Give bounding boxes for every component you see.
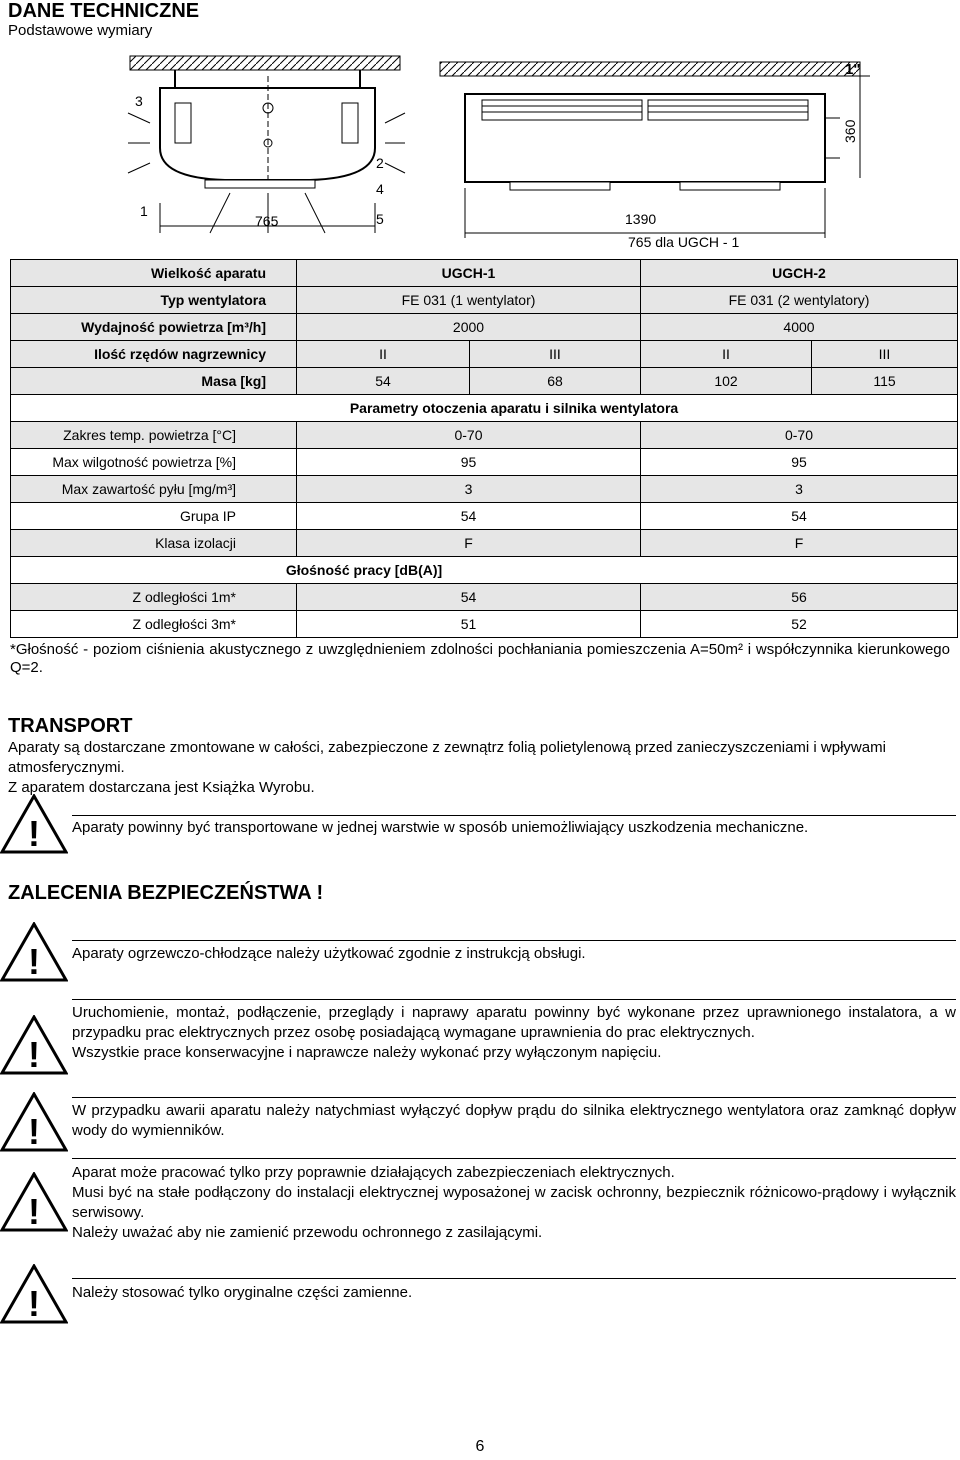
svg-text:!: ! bbox=[28, 813, 40, 854]
table-cell: 52 bbox=[641, 611, 958, 638]
row-label: Masa [kg] bbox=[11, 368, 297, 395]
svg-text:!: ! bbox=[28, 1191, 40, 1232]
table-cell: III bbox=[470, 341, 641, 368]
table-cell: 54 bbox=[297, 584, 641, 611]
warning-icon bbox=[0, 794, 68, 854]
table-cell: 0-70 bbox=[297, 422, 641, 449]
row-label: Grupa IP bbox=[11, 503, 297, 530]
transport-paragraph: Aparaty są dostarczane zmontowane w całości, zabezpieczone z zewnątrz folią polietylenową przed zanieczyszczeniami i wpływami atmosferycznymi. bbox=[8, 739, 886, 776]
table-cell: 2000 bbox=[297, 314, 641, 341]
table-cell: 3 bbox=[297, 476, 641, 503]
dimension-diagram bbox=[0, 48, 960, 258]
row-label: Max zawartość pyłu [mg/m³] bbox=[11, 476, 297, 503]
table-cell: II bbox=[297, 341, 470, 368]
warning-icon bbox=[0, 1015, 68, 1075]
table-cell: 0-70 bbox=[641, 422, 958, 449]
ceiling-left bbox=[130, 56, 400, 70]
label-2: 2 bbox=[376, 155, 384, 171]
safety-line: Aparaty ogrzewczo-chłodzące należy użytkować zgodnie z instrukcją obsługi. bbox=[72, 945, 586, 962]
warning-icon bbox=[0, 922, 68, 982]
safety-item bbox=[72, 1003, 956, 1063]
table-cell: 102 bbox=[641, 368, 812, 395]
dim-1390: 1390 bbox=[625, 211, 657, 227]
table-cell: III bbox=[812, 341, 958, 368]
safety-line: Należy uważać aby nie zamienić przewodu ochronnego z zasilającymi. bbox=[72, 1224, 543, 1241]
table-cell: F bbox=[641, 530, 958, 557]
warning-icon bbox=[0, 1172, 68, 1232]
table-cell: 3 bbox=[641, 476, 958, 503]
safety-line: Musi być na stałe podłączony do instalacji elektrycznej wyposażonej w zacisk ochronny, bezpiecznik różnicowo-prądowy i wyłącznik serwisowy. bbox=[72, 1184, 956, 1221]
safety-line: Uruchomienie, montaż, podłączenie, przeglądy i naprawy aparatu powinny być wykonane przez uprawnionego instalatora, a w przypadku prac elektrycznych przez osobę posiadającą wymagane uprawnienia do prac elektrycznych. bbox=[72, 1004, 956, 1041]
dim-360: 360 bbox=[842, 119, 858, 143]
table-cell: FE 031 (2 wentylatory) bbox=[641, 287, 958, 314]
svg-text:!: ! bbox=[28, 1111, 40, 1152]
warning-icon bbox=[0, 1092, 68, 1152]
safety-title: ZALECENIA BEZPIECZEŃSTWA ! bbox=[8, 882, 324, 904]
row-label: Max wilgotność powietrza [%] bbox=[11, 449, 297, 476]
safety-item bbox=[72, 944, 956, 964]
transport-paragraph-2: Z aparatem dostarczana jest Książka Wyrobu. bbox=[8, 779, 315, 796]
page-title: DANE TECHNICZNE bbox=[8, 0, 200, 22]
page-subtitle: Podstawowe wymiary bbox=[8, 22, 153, 39]
safety-line: Należy stosować tylko oryginalne części zamienne. bbox=[72, 1284, 413, 1301]
table-cell: 56 bbox=[641, 584, 958, 611]
table-cell: 115 bbox=[812, 368, 958, 395]
row-label: Zakres temp. powietrza [°C] bbox=[11, 422, 297, 449]
section-heading: Głośność pracy [dB(A)] bbox=[11, 557, 958, 584]
label-5: 5 bbox=[376, 211, 384, 227]
warning-icon bbox=[0, 1264, 68, 1324]
table-cell: 54 bbox=[297, 368, 470, 395]
cell-ugch1: UGCH-1 bbox=[297, 260, 641, 287]
row-label: Klasa izolacji bbox=[11, 530, 297, 557]
cell-ugch2: UGCH-2 bbox=[641, 260, 958, 287]
table-cell: 95 bbox=[297, 449, 641, 476]
safety-item bbox=[72, 1163, 956, 1243]
row-label: Z odległości 1m* bbox=[11, 584, 297, 611]
row-label: Ilość rzędów nagrzewnicy bbox=[11, 341, 297, 368]
row-label: Typ wentylatora bbox=[11, 287, 297, 314]
table-cell: 54 bbox=[641, 503, 958, 530]
transport-title: TRANSPORT bbox=[8, 715, 133, 737]
footnote: *Głośność - poziom ciśnienia akustycznego z uwzględnieniem zdolności pochłaniania pomieszczenia A=50m² i współczynnika kierunkowego Q=2. bbox=[10, 641, 950, 676]
table-cell: FE 031 (1 wentylator) bbox=[297, 287, 641, 314]
label-3: 3 bbox=[135, 93, 143, 109]
dim-765-ugch1: 765 dla UGCH - 1 bbox=[628, 234, 740, 250]
table-cell: 95 bbox=[641, 449, 958, 476]
row-label: Wielkość aparatu bbox=[11, 260, 297, 287]
page-number: 6 bbox=[475, 1438, 485, 1455]
row-label: Wydajność powietrza [m³/h] bbox=[11, 314, 297, 341]
transport-warning: Aparaty powinny być transportowane w jednej warstwie w sposób uniemożliwiający uszkodzenia mechaniczne. bbox=[72, 819, 809, 836]
svg-text:!: ! bbox=[28, 1034, 40, 1075]
row-label: Z odległości 3m* bbox=[11, 611, 297, 638]
table-cell: II bbox=[641, 341, 812, 368]
section-heading: Parametry otoczenia aparatu i silnika wentylatora bbox=[11, 395, 958, 422]
table-cell: F bbox=[297, 530, 641, 557]
safety-line: W przypadku awarii aparatu należy natychmiast wyłączyć dopływ prądu do silnika elektrycznego wentylatora oraz zamknąć dopływ wody do wymienników. bbox=[72, 1102, 956, 1139]
safety-line: Aparat może pracować tylko przy poprawnie działających zabezpieczeniach elektrycznych. bbox=[72, 1164, 675, 1181]
label-4: 4 bbox=[376, 181, 384, 197]
label-1-inch: 1" bbox=[845, 61, 861, 78]
table-cell: 68 bbox=[470, 368, 641, 395]
dim-765: 765 bbox=[255, 213, 279, 229]
safety-line: Wszystkie prace konserwacyjne i naprawcze należy wykonać przy wyłączonym napięciu. bbox=[72, 1044, 662, 1061]
ceiling-right bbox=[440, 62, 860, 76]
label-1: 1 bbox=[140, 203, 148, 219]
table-cell: 54 bbox=[297, 503, 641, 530]
safety-item bbox=[72, 1101, 956, 1141]
table-cell: 4000 bbox=[641, 314, 958, 341]
table-cell: 51 bbox=[297, 611, 641, 638]
svg-text:!: ! bbox=[28, 941, 40, 982]
svg-text:!: ! bbox=[28, 1283, 40, 1324]
spec-table bbox=[10, 259, 958, 638]
safety-item bbox=[72, 1283, 956, 1303]
